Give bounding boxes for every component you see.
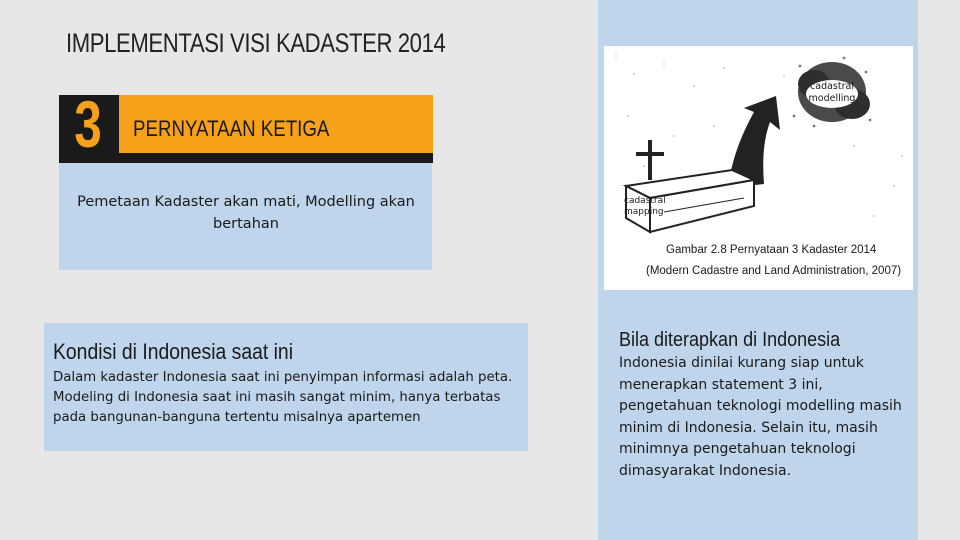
label-mapping-2: mapping — [624, 207, 664, 217]
figure-caption-2: (Modern Cadastre and Land Administration, 2007) — [646, 265, 902, 277]
condition-text: Dalam kadaster Indonesia saat ini penyimpan informasi adalah peta. Modeling di Indonesia saat ini masih sangat minim, hanya terbatas pada bangunan-banguna tertentu misalnya apartemen — [53, 370, 513, 425]
slide-title: IMPLEMENTASI VISI KADASTER 2014 — [66, 28, 446, 58]
condition-title: Kondisi di Indonesia saat ini — [53, 339, 294, 364]
cadastre-figure — [604, 46, 913, 290]
applied-title: Bila diterapkan di Indonesia — [619, 329, 841, 351]
label-modelling-1: cadastral — [810, 81, 854, 92]
figure-caption-1: Gambar 2.8 Pernyataan 3 Kadaster 2014 — [666, 244, 877, 256]
coffin-arrow-illustration — [604, 46, 913, 290]
applied-text: Indonesia dinilai kurang siap untuk menerapkan statement 3 ini, pengetahuan teknologi modelling masih minim di Indonesia. Selain itu, masih minimnya pengetahuan teknologi dimasyarakat Indonesia. — [619, 355, 902, 479]
modelling-cloud — [793, 57, 872, 128]
statement-number: 3 — [74, 87, 102, 161]
statement-text: Pemetaan Kadaster akan mati, Modelling akan bertahan — [77, 194, 415, 232]
label-modelling-2: modelling — [808, 93, 856, 104]
label-mapping-1: cadastral — [624, 196, 666, 206]
statement-heading: PERNYATAAN KETIGA — [133, 116, 330, 141]
cross-icon — [638, 142, 662, 178]
banner-underline — [59, 153, 433, 163]
